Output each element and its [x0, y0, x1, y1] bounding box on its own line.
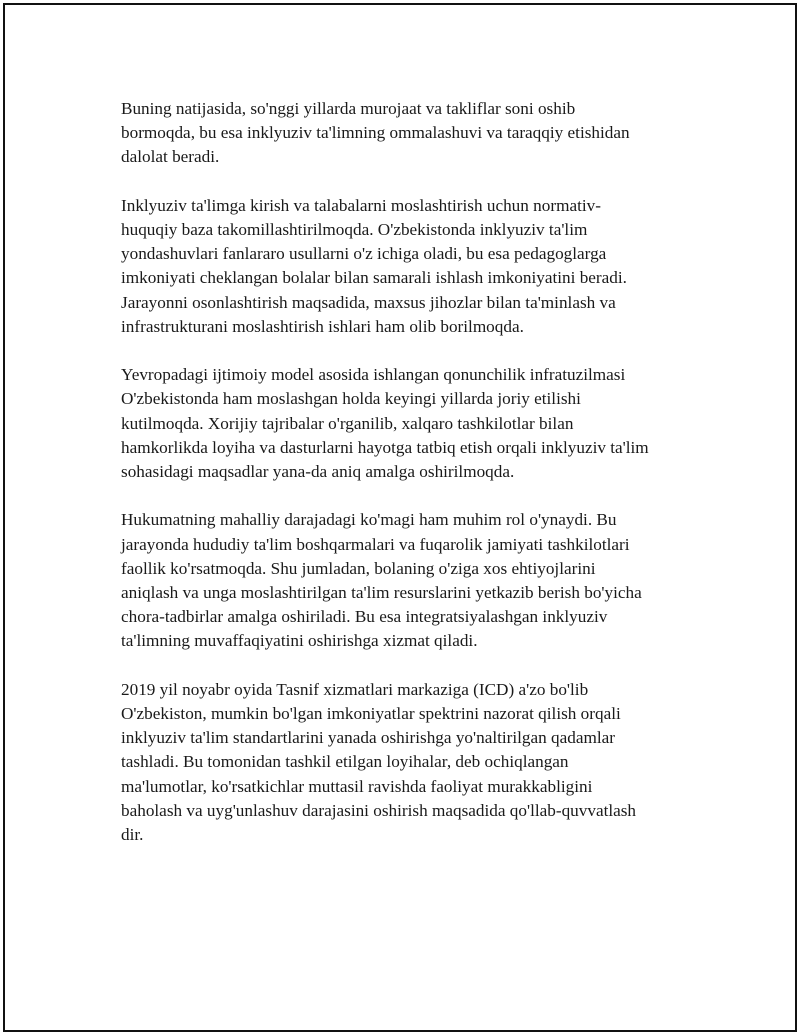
text-line: Jarayonni osonlashtirish maqsadida, maxsus jihozlar bilan ta'minlash va	[121, 292, 616, 312]
text-line: dalolat beradi.	[121, 147, 220, 167]
text-line: imkoniyati cheklangan bolalar bilan samarali ishlash imkoniyatini beradi.	[121, 268, 627, 288]
text-line: 2019 yil noyabr oyida Tasnif xizmatlari markaziga (ICD) a'zo bo'lib	[121, 679, 589, 699]
text-line: kutilmoqda. Xorijiy tajribalar o'rganilib, xalqaro tashkilotlar bilan	[121, 413, 574, 433]
text-line: inklyuziv ta'lim standartlarini yanada oshirishga yo'naltirilgan qadamlar	[121, 728, 615, 748]
paragraph-5	[121, 678, 691, 847]
text-line: yondashuvlari fanlararo usullarni o'z ichiga oladi, bu esa pedagoglarga	[121, 244, 607, 264]
text-line: Yevropadagi ijtimoiy model asosida ishlangan qonunchilik infratuzilmasi	[121, 365, 626, 385]
text-line: hamkorlikda loyiha va dasturlarni hayotga tatbiq etish orqali inklyuziv ta'lim	[121, 437, 649, 457]
document-body	[121, 97, 691, 871]
text-line: Buning natijasida, so'nggi yillarda murojaat va takliflar soni oshib	[121, 99, 576, 118]
text-line: ma'lumotlar, ko'rsatkichlar muttasil ravishda faoliyat murakkabligini	[121, 776, 593, 796]
text-line: tashladi. Bu tomonidan tashkil etilgan loyihalar, deb ochiqlangan	[121, 752, 569, 772]
text-line: infrastrukturani moslashtirish ishlari ham olib borilmoqda.	[121, 316, 524, 336]
text-line: bormoqda, bu esa inklyuziv ta'limning ommalashuvi va taraqqiy etishidan	[121, 123, 630, 143]
text-line: O'zbekiston, mumkin bo'lgan imkoniyatlar spektrini nazorat qilish orqali	[121, 704, 621, 724]
text-line: sohasidagi maqsadlar yana-da aniq amalga oshirilmoqda.	[121, 462, 515, 482]
text-line: ta'limning muvaffaqiyatini oshirishga xizmat qiladi.	[121, 631, 478, 651]
text-line: huquqiy baza takomillashtirilmoqda. O'zbekistonda inklyuziv ta'lim	[121, 220, 588, 239]
paragraph-2	[121, 194, 691, 339]
page-frame	[3, 3, 797, 1032]
text-line: jarayonda hududiy ta'lim boshqarmalari va fuqarolik jamiyati tashkilotlari	[121, 534, 630, 554]
text-line: faollik ko'rsatmoqda. Shu jumladan, bolaning o'ziga xos ehtiyojlarini	[121, 558, 596, 578]
text-line: Hukumatning mahalliy darajadagi ko'magi ham muhim rol o'ynaydi. Bu	[121, 510, 617, 530]
text-line: Inklyuziv ta'limga kirish va talabalarni moslashtirish uchun normativ-	[121, 195, 601, 215]
text-line: chora-tadbirlar amalga oshiriladi. Bu esa integratsiyalashgan inklyuziv	[121, 607, 608, 627]
text-line: dir.	[121, 825, 144, 845]
paragraph-1	[121, 97, 691, 170]
text-line: aniqlash va unga moslashtirilgan ta'lim resurslarini yetkazib berish bo'yicha	[121, 583, 642, 603]
text-line: O'zbekistonda ham moslashgan holda keyingi yillarda joriy etilishi	[121, 389, 581, 409]
paragraph-3	[121, 363, 691, 484]
text-line: baholash va uyg'unlashuv darajasini oshirish maqsadida qo'llab-quvvatlash	[121, 800, 637, 820]
paragraph-4	[121, 508, 691, 653]
